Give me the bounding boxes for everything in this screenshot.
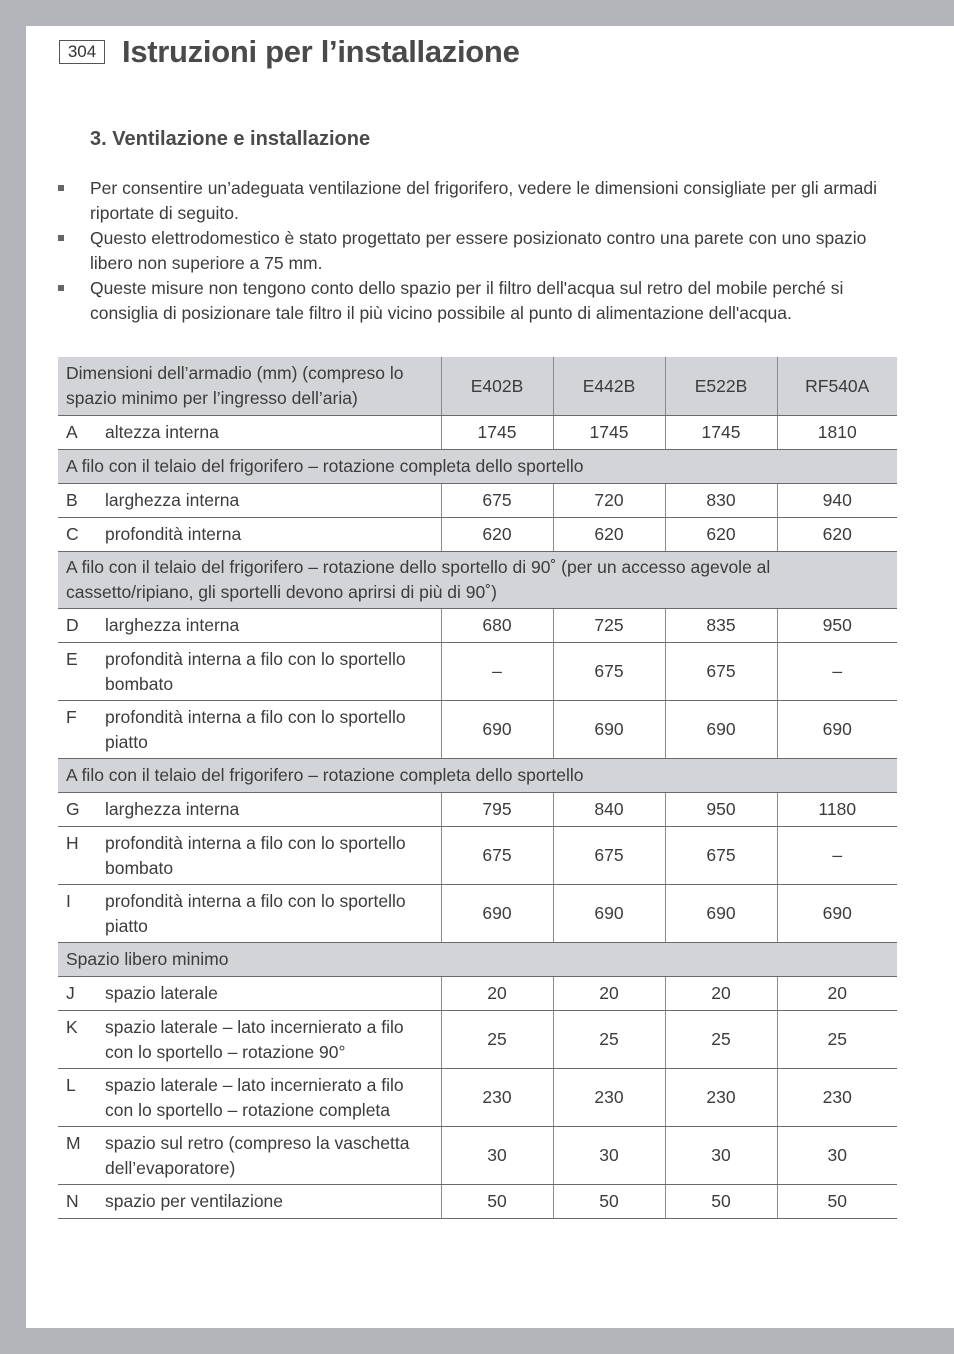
dimensions-table — [58, 357, 897, 1219]
table-subheader-row — [58, 759, 897, 793]
row-label: spazio sul retro (compreso la vaschetta dell’evaporatore) — [105, 1132, 410, 1178]
bullet-square-icon — [58, 235, 64, 241]
row-label-cell — [58, 793, 441, 827]
table-header-row — [58, 357, 897, 416]
column-header: E442B — [553, 357, 665, 416]
row-label: altezza interna — [105, 422, 219, 442]
value-cell: 1180 — [777, 793, 897, 827]
table-row — [58, 416, 897, 450]
value-cell: 620 — [441, 518, 553, 552]
row-label: larghezza interna — [105, 799, 240, 819]
row-label-cell — [58, 1127, 441, 1185]
value-cell: 50 — [665, 1185, 777, 1219]
value-cell: 675 — [441, 827, 553, 885]
row-label-cell — [58, 643, 441, 701]
value-cell: 680 — [441, 609, 553, 643]
row-label: larghezza interna — [105, 615, 240, 635]
row-label: spazio laterale – lato incernierato a filo con lo sportello – rotazione completa — [105, 1074, 404, 1120]
column-header: RF540A — [777, 357, 897, 416]
bullet-text: Queste misure non tengono conto dello spazio per il filtro dell'acqua sul retro del mobile perché si consiglia di posizionare tale filtro il più vicino possibile al punto di alimentazione dell'acqua. — [90, 278, 844, 323]
row-letter: C — [66, 524, 79, 544]
page-title: Istruzioni per l’installazione — [122, 34, 520, 69]
row-letter: F — [66, 706, 77, 727]
table-subheader-row — [58, 552, 897, 609]
table-subheader: Spazio libero minimo — [58, 943, 897, 977]
column-header: E402B — [441, 357, 553, 416]
value-cell: 840 — [553, 793, 665, 827]
table-row — [58, 1185, 897, 1219]
value-cell: 675 — [665, 827, 777, 885]
value-cell: 725 — [553, 609, 665, 643]
table-row — [58, 484, 897, 518]
value-cell: 835 — [665, 609, 777, 643]
value-cell: 25 — [665, 1011, 777, 1069]
row-letter: I — [66, 890, 71, 911]
value-cell: 675 — [553, 643, 665, 701]
table-row — [58, 827, 897, 885]
table-row — [58, 643, 897, 701]
row-label-cell — [58, 518, 441, 552]
bullet-item — [58, 226, 898, 276]
value-cell: 20 — [441, 977, 553, 1011]
section-title: 3. Ventilazione e installazione — [90, 128, 371, 150]
value-cell: 1745 — [665, 416, 777, 450]
row-letter: N — [66, 1191, 79, 1211]
row-letter: M — [66, 1132, 81, 1153]
value-cell: 690 — [777, 701, 897, 759]
value-cell: 620 — [553, 518, 665, 552]
bullet-square-icon — [58, 285, 64, 291]
value-cell: 230 — [553, 1069, 665, 1127]
row-label-cell — [58, 416, 441, 450]
value-cell: 50 — [441, 1185, 553, 1219]
value-cell: 1745 — [441, 416, 553, 450]
bullet-list — [58, 176, 898, 326]
table-row — [58, 793, 897, 827]
row-letter: K — [66, 1016, 78, 1037]
value-cell: 20 — [665, 977, 777, 1011]
value-cell: 230 — [777, 1069, 897, 1127]
row-letter: H — [66, 832, 79, 853]
row-label: spazio laterale — [105, 983, 218, 1003]
value-cell: 20 — [777, 977, 897, 1011]
row-label-cell — [58, 885, 441, 943]
row-letter: D — [66, 615, 79, 635]
row-letter: J — [66, 983, 75, 1003]
row-label: spazio laterale – lato incernierato a filo con lo sportello – rotazione 90° — [105, 1016, 404, 1062]
value-cell: 50 — [777, 1185, 897, 1219]
table-row — [58, 518, 897, 552]
bullet-item — [58, 176, 898, 226]
row-label: profondità interna a filo con lo sportello piatto — [105, 890, 406, 936]
row-label: profondità interna — [105, 524, 242, 544]
value-cell: 940 — [777, 484, 897, 518]
value-cell: 620 — [777, 518, 897, 552]
value-cell: 675 — [441, 484, 553, 518]
value-cell: 675 — [665, 643, 777, 701]
table-row — [58, 885, 897, 943]
value-cell: 690 — [665, 701, 777, 759]
row-letter: B — [66, 490, 78, 510]
row-label-cell — [58, 1011, 441, 1069]
value-cell: 950 — [777, 609, 897, 643]
value-cell: 230 — [441, 1069, 553, 1127]
row-label-cell — [58, 1185, 441, 1219]
table-row — [58, 609, 897, 643]
value-cell: – — [441, 643, 553, 701]
row-label-cell — [58, 1069, 441, 1127]
table-subheader: A filo con il telaio del frigorifero – rotazione completa dello sportello — [58, 450, 897, 484]
value-cell: 20 — [553, 977, 665, 1011]
row-label-cell — [58, 827, 441, 885]
table-row — [58, 1069, 897, 1127]
value-cell: 720 — [553, 484, 665, 518]
table-subheader-row — [58, 943, 897, 977]
row-label-cell — [58, 701, 441, 759]
row-label-cell — [58, 609, 441, 643]
row-label: profondità interna a filo con lo sportello bombato — [105, 648, 406, 694]
value-cell: 1810 — [777, 416, 897, 450]
value-cell: 950 — [665, 793, 777, 827]
row-label: larghezza interna — [105, 490, 240, 510]
bullet-text: Per consentire un’adeguata ventilazione del frigorifero, vedere le dimensioni consigliate per gli armadi riportate di seguito. — [90, 178, 877, 223]
value-cell: 30 — [665, 1127, 777, 1185]
value-cell: 690 — [553, 701, 665, 759]
row-letter: L — [66, 1074, 76, 1095]
table-row — [58, 1011, 897, 1069]
value-cell: 30 — [553, 1127, 665, 1185]
table-body — [58, 357, 897, 1219]
value-cell: 690 — [665, 885, 777, 943]
row-letter: G — [66, 799, 80, 819]
value-cell: 690 — [553, 885, 665, 943]
value-cell: 50 — [553, 1185, 665, 1219]
row-label-cell — [58, 484, 441, 518]
value-cell: 690 — [777, 885, 897, 943]
bullet-square-icon — [58, 185, 64, 191]
table-row — [58, 977, 897, 1011]
page — [26, 26, 954, 1328]
page-number: 304 — [59, 40, 105, 64]
value-cell: – — [777, 643, 897, 701]
value-cell: 690 — [441, 885, 553, 943]
value-cell: 25 — [553, 1011, 665, 1069]
value-cell: 675 — [553, 827, 665, 885]
value-cell: 30 — [441, 1127, 553, 1185]
value-cell: 30 — [777, 1127, 897, 1185]
value-cell: 830 — [665, 484, 777, 518]
table-subheader: A filo con il telaio del frigorifero – rotazione completa dello sportello — [58, 759, 897, 793]
row-label: profondità interna a filo con lo sportello piatto — [105, 706, 406, 752]
row-letter: A — [66, 422, 78, 442]
row-label-cell — [58, 977, 441, 1011]
table-subheader-row — [58, 450, 897, 484]
value-cell: 25 — [777, 1011, 897, 1069]
value-cell: 1745 — [553, 416, 665, 450]
value-cell: – — [777, 827, 897, 885]
table-row — [58, 701, 897, 759]
value-cell: 620 — [665, 518, 777, 552]
row-letter: E — [66, 648, 78, 669]
table-row — [58, 1127, 897, 1185]
value-cell: 690 — [441, 701, 553, 759]
row-label: spazio per ventilazione — [105, 1191, 284, 1211]
value-cell: 25 — [441, 1011, 553, 1069]
value-cell: 230 — [665, 1069, 777, 1127]
bullet-item — [58, 276, 898, 326]
table-subheader: A filo con il telaio del frigorifero – rotazione dello sportello di 90˚ (per un accesso agevole al cassetto/ripiano, gli sportelli devono aprirsi di più di 90˚) — [58, 552, 897, 609]
column-header: E522B — [665, 357, 777, 416]
bullet-text: Questo elettrodomestico è stato progettato per essere posizionato contro una parete con uno spazio libero non superiore a 75 mm. — [90, 228, 867, 273]
table-header-label: Dimensioni dell’armadio (mm) (compreso lo spazio minimo per l’ingresso dell’aria) — [58, 357, 441, 416]
row-label: profondità interna a filo con lo sportello bombato — [105, 832, 406, 878]
value-cell: 795 — [441, 793, 553, 827]
